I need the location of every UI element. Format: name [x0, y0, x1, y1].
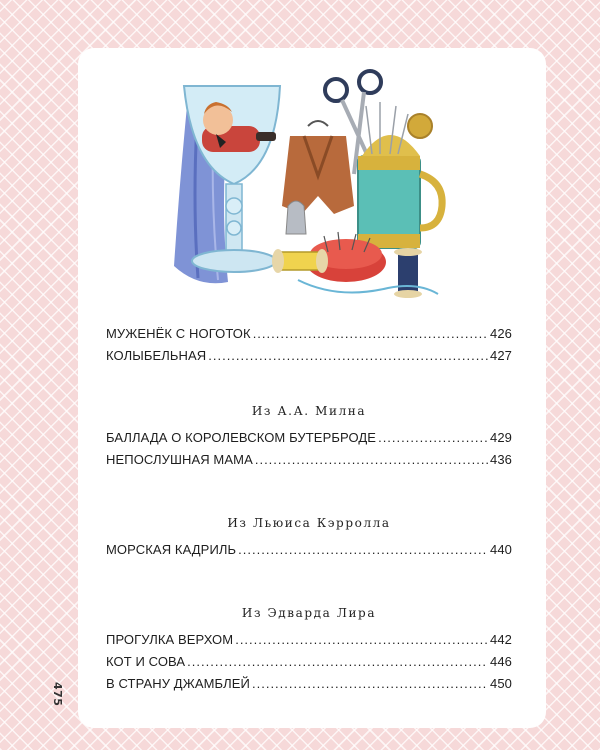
- toc-entry-title: КОЛЫБЕЛЬНАЯ: [106, 348, 207, 363]
- toc-entry-page: 446: [490, 654, 512, 669]
- toc-entry-page: 440: [490, 542, 512, 557]
- toc-entry[interactable]: [106, 326, 512, 348]
- dot-leader: [255, 452, 488, 467]
- toc-entry-title: КОТ И СОВА: [106, 654, 186, 669]
- dot-leader: [252, 676, 488, 691]
- toc-entry[interactable]: [106, 676, 512, 698]
- toc-entry-title: ПРОГУЛКА ВЕРХОМ: [106, 632, 234, 647]
- dot-leader: [238, 542, 488, 557]
- page-number: 475: [51, 682, 64, 707]
- toc-entry[interactable]: [106, 452, 512, 474]
- illustration-boy-in-goblet: [158, 56, 448, 306]
- section-heading-lear: Из Эдварда Лира: [241, 606, 377, 620]
- toc-entry[interactable]: [106, 430, 512, 452]
- toc-entry-title: МОРСКАЯ КАДРИЛЬ: [106, 542, 237, 557]
- toc-entry-title: БАЛЛАДА О КОРОЛЕВСКОМ БУТЕРБРОДЕ: [106, 430, 377, 445]
- dot-leader: [235, 632, 488, 647]
- table-of-contents: [106, 326, 512, 698]
- toc-entry-page: 436: [490, 452, 512, 467]
- toc-entry-page: 426: [490, 326, 512, 341]
- toc-entry-title: В СТРАНУ ДЖАМБЛЕЙ: [106, 676, 250, 691]
- toc-entry-page: 427: [490, 348, 512, 363]
- dot-leader: [378, 430, 488, 445]
- toc-entry-page: 442: [490, 632, 512, 647]
- dot-leader: [253, 326, 488, 341]
- dot-leader: [187, 654, 488, 669]
- section-heading-milne: Из А.А. Милна: [251, 404, 367, 418]
- book-page: [78, 48, 546, 728]
- toc-entry[interactable]: [106, 632, 512, 654]
- toc-entry-title: НЕПОСЛУШНАЯ МАМА: [106, 452, 253, 467]
- toc-entry[interactable]: [106, 542, 512, 564]
- toc-entry[interactable]: [106, 348, 512, 370]
- toc-entry-page: 450: [490, 676, 512, 691]
- toc-entry-page: 429: [490, 430, 512, 445]
- toc-entry-title: МУЖЕНЁК С НОГОТОК: [106, 326, 251, 341]
- toc-entry[interactable]: [106, 654, 512, 676]
- dot-leader: [208, 348, 488, 363]
- section-heading-carroll: Из Льюиса Кэрролла: [227, 516, 391, 530]
